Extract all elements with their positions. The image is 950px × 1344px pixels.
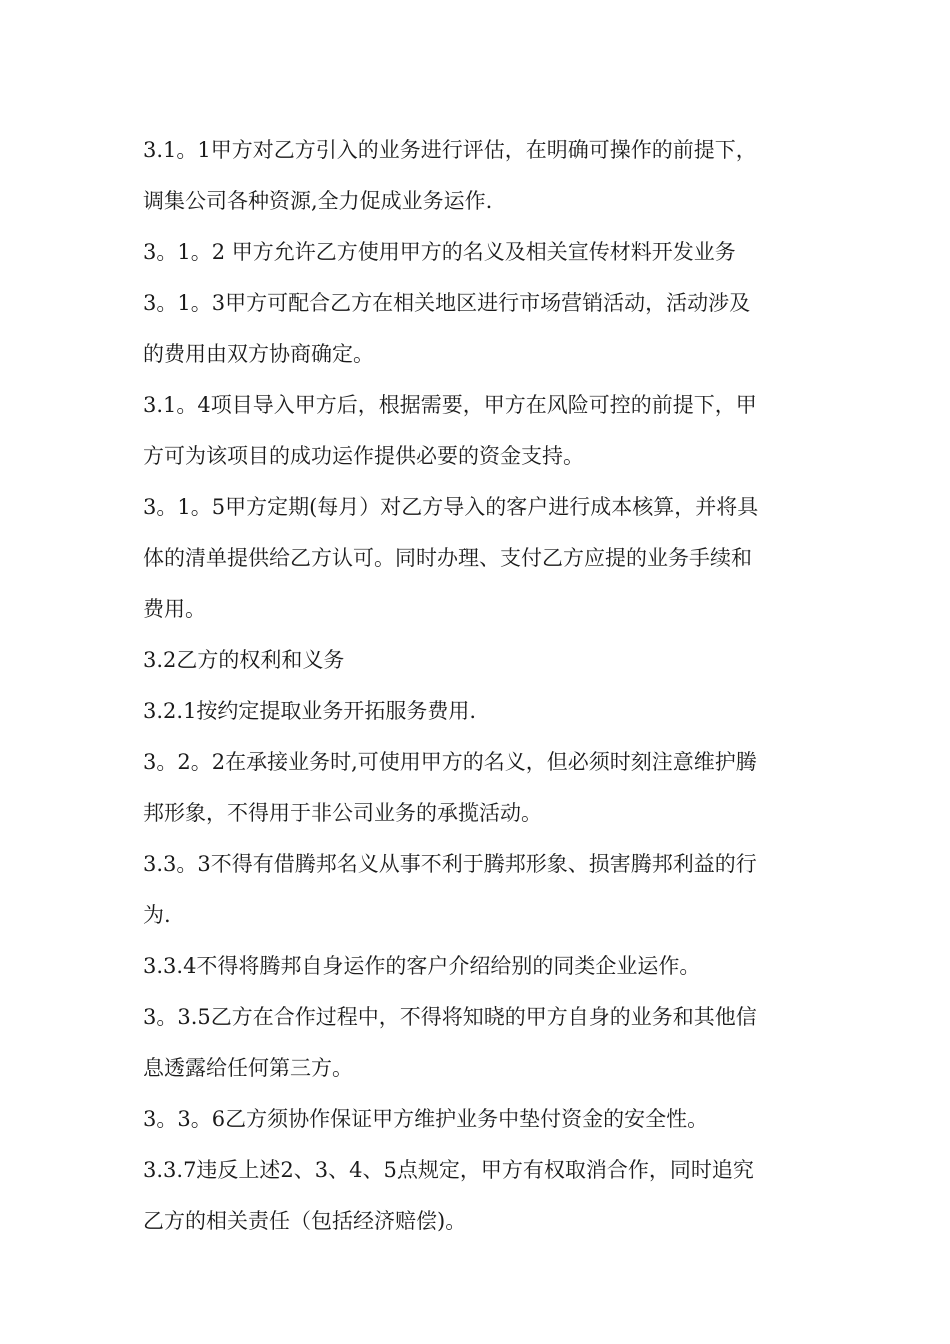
text-line-12: 3.2.1按约定提取业务开拓服务费用. bbox=[143, 699, 477, 723]
section-heading-3-2: 3.2乙方的权利和义务 bbox=[143, 648, 345, 672]
text-line-8: 3。1。5甲方定期(每月）对乙方导入的客户进行成本核算，并将具 bbox=[143, 495, 759, 519]
text-line-14: 邦形象，不得用于非公司业务的承揽活动。 bbox=[143, 801, 542, 825]
text-line-9: 体的清单提供给乙方认可。同时办理、支付乙方应提的业务手续和 bbox=[143, 546, 752, 570]
text-line-3: 3。1。2 甲方允许乙方使用甲方的名义及相关宣传材料开发业务 bbox=[143, 240, 736, 264]
text-line-13: 3。2。2在承接业务时,可使用甲方的名义，但必须时刻注意维护腾 bbox=[143, 750, 757, 774]
text-line-19: 息透露给任何第三方。 bbox=[143, 1056, 353, 1080]
text-line-17: 3.3.4不得将腾邦自身运作的客户介绍给别的同类企业运作。 bbox=[143, 954, 701, 978]
text-line-10: 费用。 bbox=[143, 597, 206, 621]
text-line-16: 为. bbox=[143, 903, 171, 927]
text-line-15: 3.3。3不得有借腾邦名义从事不利于腾邦形象、损害腾邦利益的行 bbox=[143, 852, 757, 876]
text-line-18: 3。3.5乙方在合作过程中，不得将知晓的甲方自身的业务和其他信 bbox=[143, 1005, 757, 1029]
text-line-22: 乙方的相关责任（包括经济赔偿)。 bbox=[143, 1209, 467, 1233]
text-line-2: 调集公司各种资源,全力促成业务运作. bbox=[143, 189, 493, 213]
text-line-1: 3.1。1甲方对乙方引入的业务进行评估，在明确可操作的前提下， bbox=[143, 138, 757, 162]
text-line-6: 3.1。4项目导入甲方后，根据需要，甲方在风险可控的前提下，甲 bbox=[143, 393, 757, 417]
document-body bbox=[143, 133, 807, 1255]
text-line-7: 方可为该项目的成功运作提供必要的资金支持。 bbox=[143, 444, 584, 468]
text-line-20: 3。3。6乙方须协作保证甲方维护业务中垫付资金的安全性。 bbox=[143, 1107, 709, 1131]
text-line-4: 3。1。3甲方可配合乙方在相关地区进行市场营销活动，活动涉及 bbox=[143, 291, 751, 315]
text-line-5: 的费用由双方协商确定。 bbox=[143, 342, 374, 366]
text-line-21: 3.3.7违反上述2、3、4、5点规定，甲方有权取消合作，同时追究 bbox=[143, 1158, 754, 1182]
